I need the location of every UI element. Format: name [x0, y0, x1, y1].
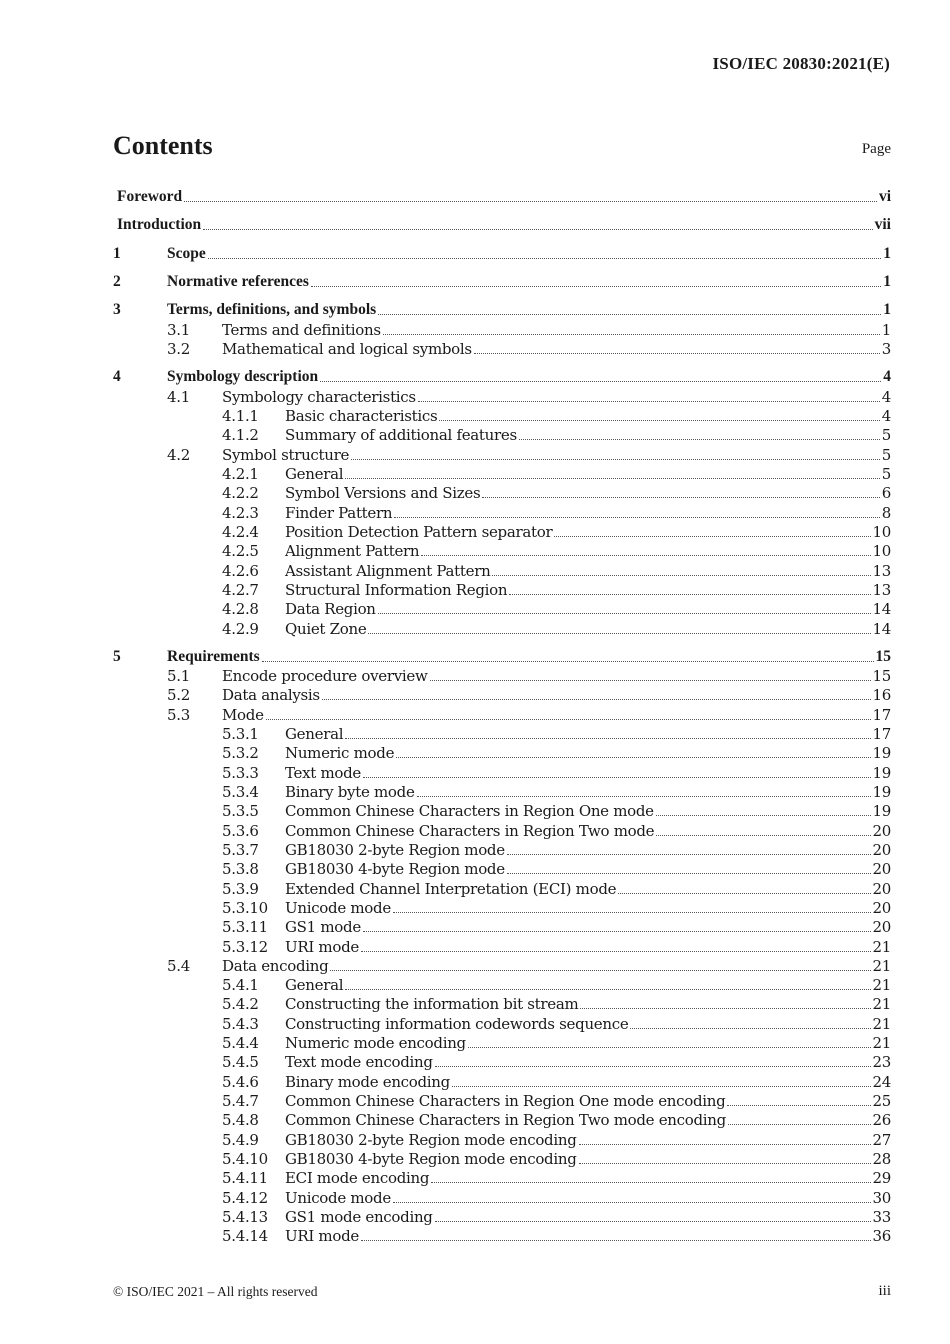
toc-entry[interactable]: [113, 272, 891, 292]
toc-entry[interactable]: [113, 1014, 891, 1034]
dot-leader: [509, 594, 870, 595]
toc-entry-title: Requirements: [167, 648, 260, 665]
toc-entry-title: Unicode mode: [285, 1189, 391, 1207]
toc-entry-title: Mathematical and logical symbols: [222, 340, 472, 358]
toc-entry[interactable]: [113, 599, 891, 619]
toc-entry[interactable]: [113, 724, 891, 744]
dot-leader: [656, 815, 871, 816]
toc-entry-title: URI mode: [285, 938, 359, 956]
toc-entry-title: Terms and definitions: [222, 321, 381, 339]
toc-entry-page: 16: [872, 686, 891, 704]
toc-entry[interactable]: [113, 300, 891, 320]
toc-entry-title: Constructing the information bit stream: [285, 995, 579, 1013]
toc-entry-title: Basic characteristics: [285, 407, 438, 425]
toc-entry-page: 26: [872, 1111, 891, 1129]
toc-entry[interactable]: [113, 937, 891, 957]
toc-entry[interactable]: [113, 782, 891, 802]
dot-leader: [345, 738, 870, 739]
toc-entry[interactable]: [113, 339, 891, 359]
toc-entry-number: 4.2.9: [222, 620, 259, 638]
toc-entry-page: 17: [872, 725, 891, 743]
toc-entry-page: 10: [872, 542, 891, 560]
toc-entry[interactable]: [113, 561, 891, 581]
toc-entry[interactable]: [113, 1091, 891, 1111]
toc-entry-number: 5.3.1: [222, 725, 259, 743]
toc-entry[interactable]: [113, 994, 891, 1014]
toc-entry[interactable]: [113, 483, 891, 503]
toc-entry[interactable]: [113, 763, 891, 783]
toc-entry[interactable]: [113, 320, 891, 340]
toc-entry-page: 19: [872, 764, 891, 782]
dot-leader: [492, 575, 870, 576]
toc-entry-number: 2: [113, 273, 121, 290]
toc-entry-page: 28: [872, 1150, 891, 1168]
toc-entry[interactable]: [113, 464, 891, 484]
toc-entry-title: GB18030 2-byte Region mode encoding: [285, 1131, 577, 1149]
dot-leader: [184, 201, 877, 202]
toc-entry[interactable]: [113, 1130, 891, 1150]
dot-leader: [363, 931, 871, 932]
copyright-notice: © ISO/IEC 2021 – All rights reserved: [113, 1284, 318, 1299]
dot-leader: [322, 699, 871, 700]
toc-entry-title: Symbol Versions and Sizes: [285, 484, 481, 502]
toc-entry-page: 15: [872, 667, 891, 685]
toc-entry-page: 1: [881, 321, 891, 339]
toc-entry[interactable]: [113, 425, 891, 445]
dot-leader: [452, 1086, 871, 1087]
toc-entry[interactable]: [113, 647, 891, 667]
toc-entry-number: 5.3: [167, 706, 190, 724]
toc-entry[interactable]: [113, 1072, 891, 1092]
dot-leader: [435, 1066, 871, 1067]
toc-entry-title: Symbology description: [167, 368, 319, 385]
toc-entry-title: Data Region: [285, 600, 376, 618]
toc-entry-title: GB18030 2-byte Region mode: [285, 841, 505, 859]
toc-entry-page: 21: [872, 1015, 891, 1033]
toc-entry[interactable]: [113, 917, 891, 937]
dot-leader: [345, 989, 870, 990]
toc-entry[interactable]: [113, 406, 891, 426]
toc-entry-title: Text mode: [285, 764, 362, 782]
toc-entry-page: 21: [872, 995, 891, 1013]
toc-entry-number: 4.2.4: [222, 523, 259, 541]
toc-entry-number: 4.1.2: [222, 426, 259, 444]
toc-entry-title: Terms, definitions, and symbols: [167, 301, 377, 318]
toc-entry-title: ECI mode encoding: [285, 1169, 430, 1187]
toc-entry-page: 8: [881, 504, 891, 522]
dot-leader: [393, 912, 871, 913]
dot-leader: [630, 1028, 870, 1029]
dot-leader: [507, 854, 871, 855]
toc-entry[interactable]: [113, 975, 891, 995]
toc-entry-number: 5.4.3: [222, 1015, 259, 1033]
toc-entry-page: 5: [881, 465, 891, 483]
toc-entry[interactable]: [113, 187, 891, 207]
toc-entry-page: 13: [872, 581, 891, 599]
toc-entry-number: 5.3.11: [222, 918, 268, 936]
toc-entry-number: 4.1.1: [222, 407, 259, 425]
toc-entry[interactable]: [113, 541, 891, 561]
toc-entry-number: 4.2.8: [222, 600, 259, 618]
toc-entry-page: 1: [883, 301, 891, 318]
toc-entry-number: 4.1: [167, 388, 190, 406]
toc-entry-title: Numeric mode encoding: [285, 1034, 466, 1052]
toc-entry-page: 24: [872, 1073, 891, 1091]
toc-entry[interactable]: [113, 821, 891, 841]
dot-leader: [378, 613, 871, 614]
toc-entry-number: 4.2.1: [222, 465, 259, 483]
toc-entry-number: 4.2.3: [222, 504, 259, 522]
toc-entry-number: 5.4.1: [222, 976, 259, 994]
dot-leader: [394, 517, 880, 518]
dot-leader: [363, 777, 870, 778]
toc-entry-page: 10: [872, 523, 891, 541]
toc-entry[interactable]: [113, 898, 891, 918]
toc-entry-number: 5: [113, 648, 121, 665]
toc-entry-title: GS1 mode encoding: [285, 1208, 433, 1226]
toc-entry-number: 5.4.9: [222, 1131, 259, 1149]
toc-entry[interactable]: [113, 367, 891, 387]
toc-entry-title: Numeric mode: [285, 744, 395, 762]
toc-entry-page: 36: [872, 1227, 891, 1245]
toc-entry[interactable]: [113, 1149, 891, 1169]
toc-entry-title: Position Detection Pattern separator: [285, 523, 553, 541]
document-id: ISO/IEC 20830:2021(E): [712, 54, 890, 73]
toc-entry-title: GS1 mode: [285, 918, 361, 936]
toc-entry-number: 5.1: [167, 667, 190, 685]
toc-entry-number: 5.4.2: [222, 995, 259, 1013]
toc-entry-number: 4.2.7: [222, 581, 259, 599]
toc-entry-page: 1: [883, 245, 891, 262]
toc-entry-number: 5.3.10: [222, 899, 268, 917]
toc-entry-number: 5.4.5: [222, 1053, 259, 1071]
dot-leader: [439, 420, 879, 421]
toc-entry-title: General: [285, 976, 344, 994]
toc-entry-title: Finder Pattern: [285, 504, 393, 522]
toc-entry-page: vii: [874, 216, 891, 233]
toc-entry-number: 5.4.14: [222, 1227, 268, 1245]
toc-entry-title: General: [285, 725, 344, 743]
toc-entry-title: GB18030 4-byte Region mode: [285, 860, 505, 878]
toc-entry-page: 19: [872, 802, 891, 820]
toc-entry-number: 5.3.9: [222, 880, 259, 898]
toc-entry-title: Encode procedure overview: [222, 667, 428, 685]
toc-entry-title: Normative references: [167, 273, 309, 290]
dot-leader: [378, 314, 881, 315]
toc-entry-number: 5.4.6: [222, 1073, 259, 1091]
toc-entry-title: Binary byte mode: [285, 783, 415, 801]
dot-leader: [417, 796, 871, 797]
toc-entry-title: Introduction: [117, 216, 202, 233]
toc-entry[interactable]: [113, 840, 891, 860]
toc-entry-title: Data encoding: [222, 957, 329, 975]
toc-entry-page: 21: [872, 938, 891, 956]
toc-entry-page: 21: [872, 957, 891, 975]
toc-entry[interactable]: [113, 1033, 891, 1053]
toc-entry[interactable]: [113, 859, 891, 879]
dot-leader: [345, 478, 880, 479]
toc-entry[interactable]: [113, 1226, 891, 1246]
toc-entry-number: 5.3.8: [222, 860, 259, 878]
dot-leader: [474, 353, 880, 354]
toc-entry-title: Common Chinese Characters in Region Two mode encoding: [285, 1111, 726, 1129]
toc-entry-number: 4.2.2: [222, 484, 259, 502]
toc-entry-page: 5: [881, 446, 891, 464]
toc-entry-title: Common Chinese Characters in Region One mode encoding: [285, 1092, 726, 1110]
toc-entry[interactable]: [113, 1052, 891, 1072]
dot-leader: [208, 258, 882, 259]
toc-entry[interactable]: [113, 503, 891, 523]
toc-entry-number: 5.3.6: [222, 822, 259, 840]
toc-entry-page: 20: [872, 918, 891, 936]
toc-entry-page: 20: [872, 860, 891, 878]
toc-entry[interactable]: [113, 387, 891, 407]
toc-entry-page: 25: [872, 1092, 891, 1110]
toc-entry[interactable]: [113, 215, 891, 235]
dot-leader: [554, 536, 870, 537]
dot-leader: [421, 555, 870, 556]
dot-leader: [351, 459, 880, 460]
toc-entry-title: Alignment Pattern: [285, 542, 420, 560]
toc-entry-number: 4: [113, 368, 121, 385]
page-column-label: Page: [861, 141, 891, 157]
toc-entry[interactable]: [113, 879, 891, 899]
toc-entry-title: Mode: [222, 706, 264, 724]
toc-entry-title: Symbology characteristics: [222, 388, 416, 406]
toc-entry[interactable]: [113, 522, 891, 542]
toc-entry-number: 5.4.12: [222, 1189, 268, 1207]
toc-entry[interactable]: [113, 1188, 891, 1208]
toc-entry-page: 19: [872, 783, 891, 801]
toc-entry-page: 27: [872, 1131, 891, 1149]
toc-entry-page: 30: [872, 1189, 891, 1207]
toc-entry-number: 3: [113, 301, 121, 318]
page-title: Contents: [113, 131, 213, 160]
toc-entry-page: 15: [875, 648, 891, 665]
dot-leader: [330, 970, 870, 971]
toc-entry[interactable]: [113, 685, 891, 705]
toc-entry[interactable]: [113, 1168, 891, 1188]
toc-entry-page: 1: [883, 273, 891, 290]
toc-entry-page: 6: [881, 484, 891, 502]
toc-entry-number: 1: [113, 245, 121, 262]
toc-entry-number: 5.3.3: [222, 764, 259, 782]
toc-entry-number: 5.3.2: [222, 744, 259, 762]
dot-leader: [418, 401, 880, 402]
toc-entry-number: 5.4.13: [222, 1208, 268, 1226]
toc-entry[interactable]: [113, 801, 891, 821]
toc-entry-title: Common Chinese Characters in Region Two mode: [285, 822, 655, 840]
toc-entry-page: 3: [881, 340, 891, 358]
toc-entry-page: 20: [872, 822, 891, 840]
toc-entry[interactable]: [113, 705, 891, 725]
dot-leader: [266, 719, 871, 720]
dot-leader: [430, 680, 871, 681]
dot-leader: [396, 757, 870, 758]
dot-leader: [579, 1144, 871, 1145]
toc-entry[interactable]: [113, 619, 891, 639]
dot-leader: [368, 633, 870, 634]
dot-leader: [262, 661, 874, 662]
toc-entry-title: Text mode encoding: [285, 1053, 433, 1071]
toc-entry-page: 17: [872, 706, 891, 724]
toc-entry[interactable]: [113, 666, 891, 686]
toc-entry-number: 5.4.8: [222, 1111, 259, 1129]
toc-entry-title: Quiet Zone: [285, 620, 367, 638]
dot-leader: [507, 873, 871, 874]
toc-entry-title: Binary mode encoding: [285, 1073, 450, 1091]
dot-leader: [482, 497, 879, 498]
toc-entry-title: Extended Channel Interpretation (ECI) mode: [285, 880, 617, 898]
toc-entry-title: Data analysis: [222, 686, 320, 704]
toc-entry-page: 29: [872, 1169, 891, 1187]
toc-entry[interactable]: [113, 244, 891, 264]
toc-entry-title: Constructing information codewords sequence: [285, 1015, 629, 1033]
toc-entry-page: 14: [872, 600, 891, 618]
toc-entry-number: 3.1: [167, 321, 190, 339]
toc-entry-page: vi: [878, 188, 891, 205]
dot-leader: [728, 1124, 871, 1125]
toc-entry-title: Common Chinese Characters in Region One mode: [285, 802, 654, 820]
toc-entry-page: 5: [881, 426, 891, 444]
dot-leader: [311, 286, 881, 287]
dot-leader: [656, 835, 870, 836]
toc-entry-number: 4.2.6: [222, 562, 259, 580]
page-number: iii: [878, 1283, 891, 1299]
dot-leader: [361, 951, 871, 952]
dot-leader: [519, 439, 880, 440]
toc-entry-title: Symbol structure: [222, 446, 350, 464]
toc-entry[interactable]: [113, 743, 891, 763]
toc-entry-number: 5.4.7: [222, 1092, 259, 1110]
toc-entry[interactable]: [113, 956, 891, 976]
toc-entry-number: 5.4.11: [222, 1169, 268, 1187]
dot-leader: [618, 893, 870, 894]
dot-leader: [393, 1202, 871, 1203]
dot-leader: [468, 1047, 871, 1048]
toc-entry-title: Unicode mode: [285, 899, 391, 917]
toc-entry-number: 4.2: [167, 446, 190, 464]
toc-entry-number: 5.3.5: [222, 802, 259, 820]
toc-entry-page: 4: [881, 407, 891, 425]
toc-entry-title: GB18030 4-byte Region mode encoding: [285, 1150, 577, 1168]
dot-leader: [361, 1240, 871, 1241]
toc-entry-title: General: [285, 465, 344, 483]
toc-entry-number: 4.2.5: [222, 542, 259, 560]
toc-entry[interactable]: [113, 1110, 891, 1130]
toc-entry-title: Assistant Alignment Pattern: [285, 562, 491, 580]
toc-entry-title: Scope: [167, 245, 206, 262]
toc-entry-number: 5.3.7: [222, 841, 259, 859]
dot-leader: [203, 229, 873, 230]
toc-entry-page: 21: [872, 976, 891, 994]
dot-leader: [320, 381, 881, 382]
toc-entry-page: 21: [872, 1034, 891, 1052]
toc-entry-number: 5.4.10: [222, 1150, 268, 1168]
toc-entry-page: 13: [872, 562, 891, 580]
toc-entry-title: Summary of additional features: [285, 426, 517, 444]
dot-leader: [383, 334, 880, 335]
dot-leader: [580, 1008, 870, 1009]
toc-entry-number: 5.3.4: [222, 783, 259, 801]
toc-entry-page: 20: [872, 899, 891, 917]
toc-entry-number: 5.3.12: [222, 938, 268, 956]
toc-entry-page: 20: [872, 841, 891, 859]
dot-leader: [579, 1163, 871, 1164]
toc-entry-number: 5.2: [167, 686, 190, 704]
toc-entry-page: 20: [872, 880, 891, 898]
toc-entry-title: Foreword: [117, 188, 183, 205]
toc-entry-number: 5.4.4: [222, 1034, 259, 1052]
toc-entry-page: 4: [883, 368, 891, 385]
dot-leader: [431, 1182, 870, 1183]
toc-entry[interactable]: [113, 445, 891, 465]
toc-entry-title: Structural Information Region: [285, 581, 508, 599]
dot-leader: [727, 1105, 870, 1106]
dot-leader: [435, 1221, 871, 1222]
toc-entry-number: 3.2: [167, 340, 190, 358]
toc-entry-page: 4: [881, 388, 891, 406]
toc-entry-title: URI mode: [285, 1227, 359, 1245]
toc-entry-number: 5.4: [167, 957, 190, 975]
toc-entry[interactable]: [113, 580, 891, 600]
toc-entry[interactable]: [113, 1207, 891, 1227]
toc-entry-page: 23: [872, 1053, 891, 1071]
toc-entry-page: 14: [872, 620, 891, 638]
toc-entry-page: 19: [872, 744, 891, 762]
toc-entry-page: 33: [872, 1208, 891, 1226]
